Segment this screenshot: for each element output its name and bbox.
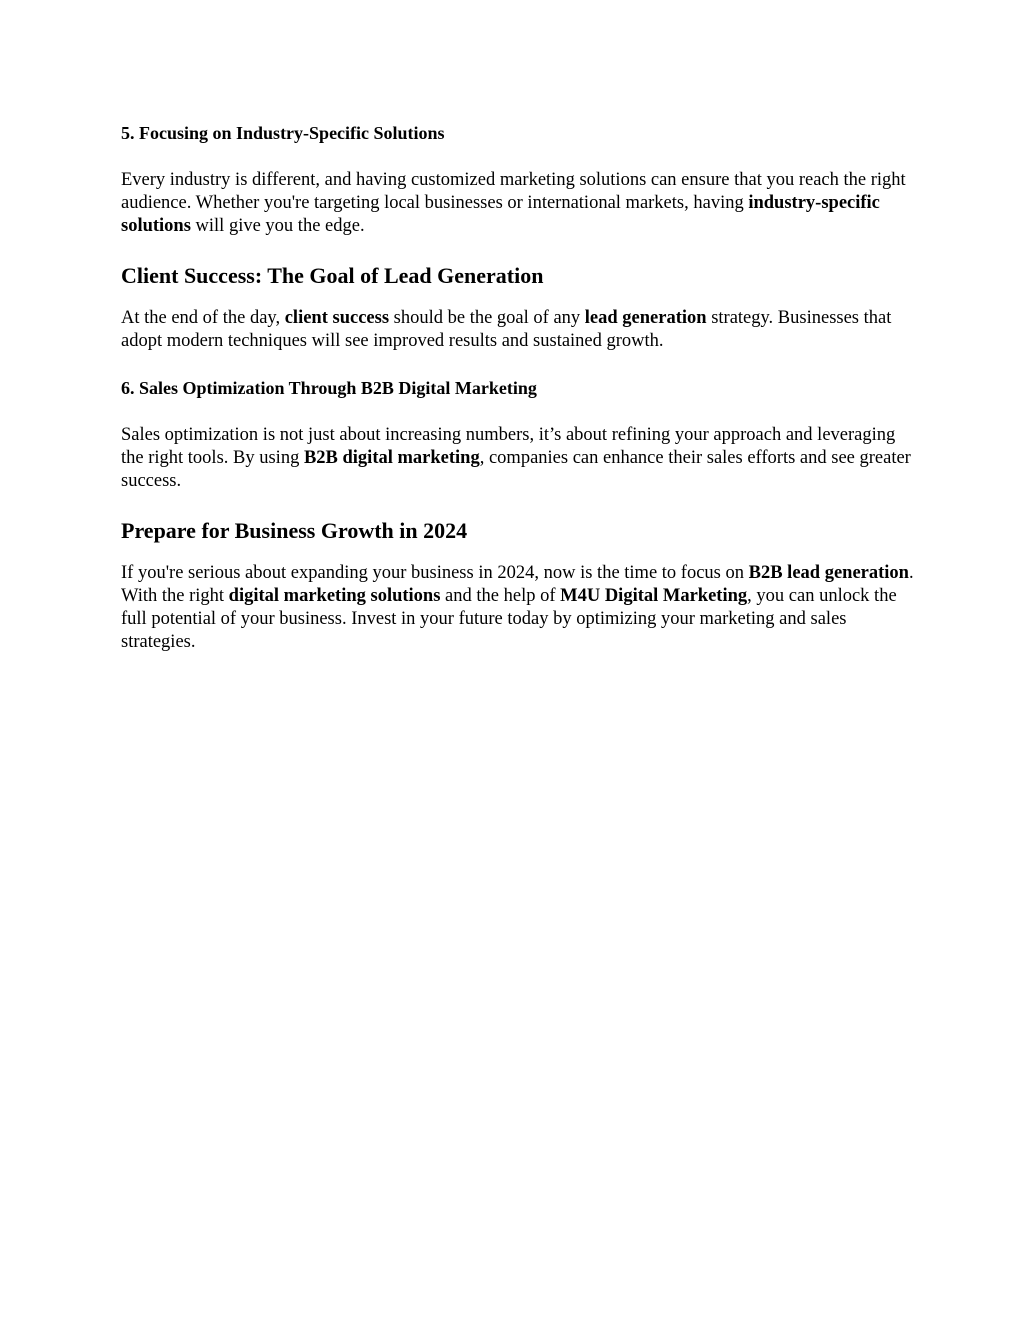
- text-run: At the end of the day,: [121, 308, 285, 328]
- bold-term: M4U Digital Marketing: [560, 586, 748, 606]
- bold-term: B2B digital marketing: [303, 448, 480, 468]
- text-run: Every industry is different, and having customized marketing solutions can ensure that you reach the right audience. Whether you're targeting local businesses or international markets, having: [121, 170, 906, 213]
- text-run: will give you the edge.: [190, 216, 365, 236]
- text-run: and the help of: [440, 586, 561, 606]
- growth-paragraph: [121, 562, 914, 654]
- section-6-paragraph: [121, 424, 914, 493]
- bold-term: industry-specific solutions: [121, 193, 880, 236]
- text-run: , you can unlock the full potential of your business. Invest in your future today by optimizing your marketing and sales strategies.: [121, 586, 897, 652]
- text-run: strategy. Businesses that adopt modern techniques will see improved results and sustained growth.: [121, 308, 892, 351]
- section-5-paragraph: [121, 169, 914, 238]
- client-success-heading: Client Success: The Goal of Lead Generation: [121, 263, 544, 288]
- bold-term: B2B lead generation: [748, 563, 909, 583]
- text-run: . With the right: [121, 563, 914, 606]
- text-run: If you're serious about expanding your business in 2024, now is the time to focus on: [121, 563, 749, 583]
- section-5-heading: 5. Focusing on Industry-Specific Solutions: [121, 123, 445, 143]
- text-run: , companies can enhance their sales efforts and see greater success.: [121, 448, 911, 491]
- growth-heading: Prepare for Business Growth in 2024: [121, 518, 468, 543]
- bold-term: digital marketing solutions: [228, 586, 441, 606]
- client-success-paragraph: [121, 307, 914, 353]
- section-6-heading: 6. Sales Optimization Through B2B Digital Marketing: [121, 378, 537, 398]
- text-run: should be the goal of any: [389, 308, 585, 328]
- bold-term: client success: [284, 308, 390, 328]
- bold-term: lead generation: [584, 308, 707, 328]
- text-run: Sales optimization is not just about increasing numbers, it’s about refining your approach and leveraging the right tools. By using: [121, 425, 896, 468]
